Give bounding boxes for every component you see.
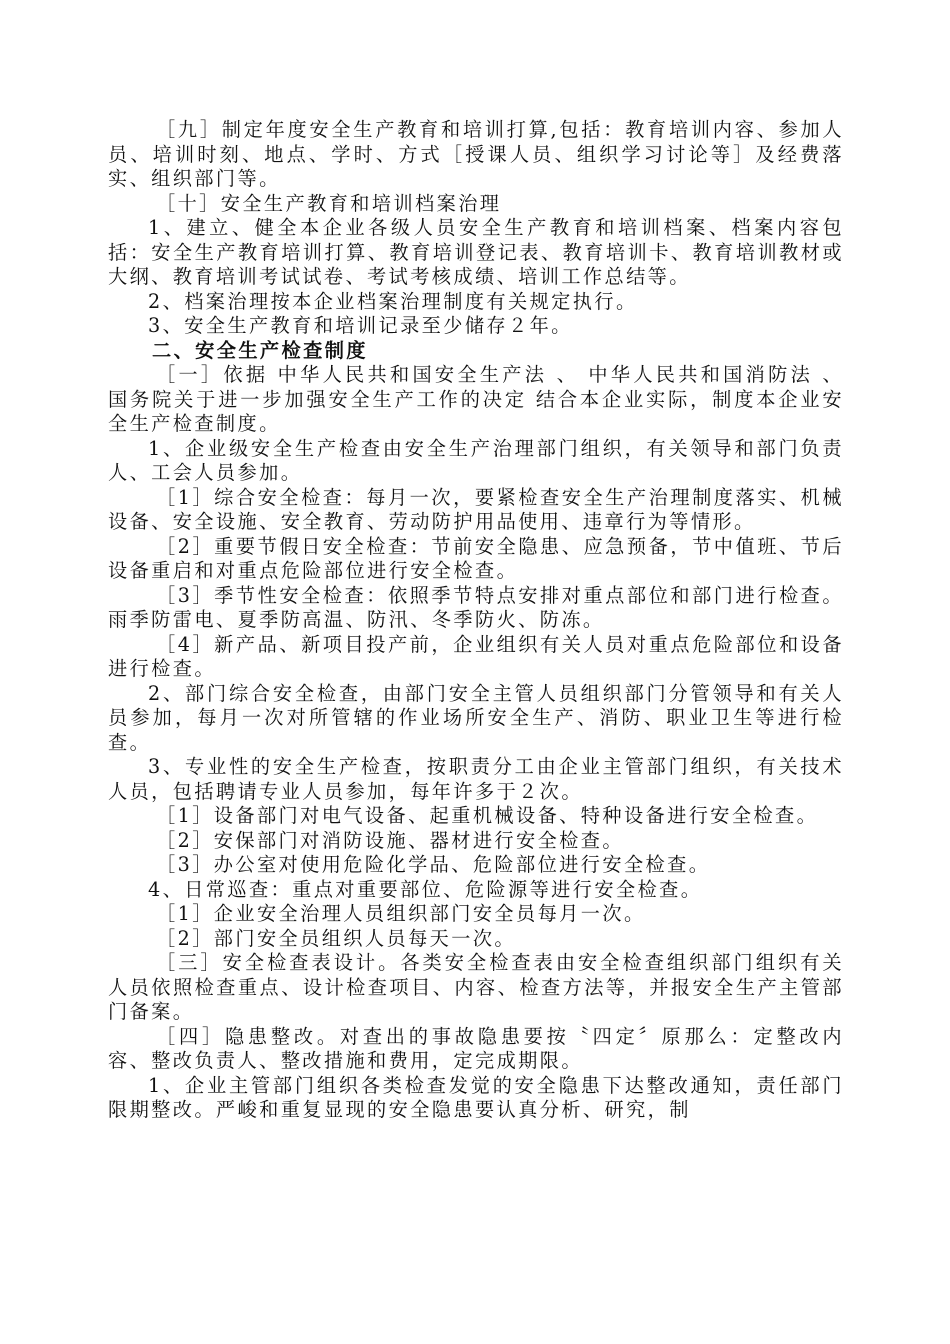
paragraph: 4、日常巡查：重点对重要部位、危险源等进行安全检查。 <box>148 877 703 901</box>
paragraph: ［四］隐患整改。对查出的事故隐患要按〝四定〞原那么：定整改内容、整改负责人、整改措施和费用，定完成期限。 <box>108 1024 844 1072</box>
paragraph: ［1］企业安全治理人员组织部门安全员每月一次。 <box>156 902 646 925</box>
paragraph: 1、企业主管部门组织各类检查发觉的安全隐患下达整改通知，责任部门限期整改。严峻和重复显现的安全隐患要认真分析、研究，制 <box>108 1073 844 1121</box>
paragraph: ［2］安保部门对消防设施、器材进行安全检查。 <box>156 828 624 852</box>
paragraph: ［三］安全检查表设计。各类安全检查表由安全检查组织部门组织有关人员依照检查重点、设计检查项目、内容、检查方法等，并报安全生产主管部门备案。 <box>108 951 844 1023</box>
paragraph: ［2］部门安全员组织人员每天一次。 <box>156 926 517 950</box>
paragraph: 3、安全生产教育和培训记录至少储存２年。 <box>148 314 573 337</box>
paragraph: ［九］制定年度安全生产教育和培训打算,包括：教育培训内容、参加人员、培训时刻、地点、学时、方式［授课人员、组织学习讨论等］及经费落实、组织部门等。 <box>108 118 844 190</box>
paragraph: ［1］综合安全检查：每月一次，要紧检查安全生产治理制度落实、机械设备、安全设施、安全教育、劳动防护用品使用、违章行为等情形。 <box>108 485 844 533</box>
paragraph: 2、部门综合安全检查，由部门安全主管人员组织部门分管领导和有关人员参加，每月一次对所管辖的作业场所安全生产、消防、职业卫生等进行检查。 <box>108 681 844 754</box>
paragraph: ［十］安全生产教育和培训档案治理 <box>156 191 502 215</box>
paragraph: ［2］重要节假日安全检查：节前安全隐患、应急预备，节中值班、节后设备重启和对重点危险部位进行安全检查。 <box>108 534 844 582</box>
paragraph: ［3］季节性安全检查：依照季节特点安排对重点部位和部门进行检查。雨季防雷电、夏季防高温、防汛、冬季防火、防冻。 <box>108 583 844 631</box>
paragraph: 3、专业性的安全生产检查，按职责分工由企业主管部门组织，有关技术人员，包括聘请专业人员参加，每年许多于２次。 <box>108 755 844 803</box>
paragraph: 2、档案治理按本企业档案治理制度有关规定执行。 <box>148 289 638 313</box>
paragraph: ［3］办公室对使用危险化学品、危险部位进行安全检查。 <box>156 853 711 876</box>
paragraph: ［4］新产品、新项目投产前，企业组织有关人员对重点危险部位和设备进行检查。 <box>108 632 844 680</box>
section-heading: 二、安全生产检查制度 <box>152 338 368 362</box>
paragraph: ［1］设备部门对电气设备、起重机械设备、特种设备进行安全检查。 <box>156 804 819 827</box>
paragraph: 1、企业级安全生产检查由安全生产治理部门组织，有关领导和部门负责人、工会人员参加。 <box>108 436 844 484</box>
paragraph: ［一］依据 中华人民共和国安全生产法 、 中华人民共和国消防法 、 国务院关于进一步加强安全生产工作的决定 结合本企业实际，制度本企业安全生产检查制度。 <box>108 363 844 435</box>
document-body <box>108 118 844 1123</box>
paragraph: 1、建立、健全本企业各级人员安全生产教育和培训档案、档案内容包括：安全生产教育培训打算、教育培训登记表、教育培训卡、教育培训教材或大纲、教育培训考试试卷、考试考核成绩、培训工作总结等。 <box>108 216 844 288</box>
